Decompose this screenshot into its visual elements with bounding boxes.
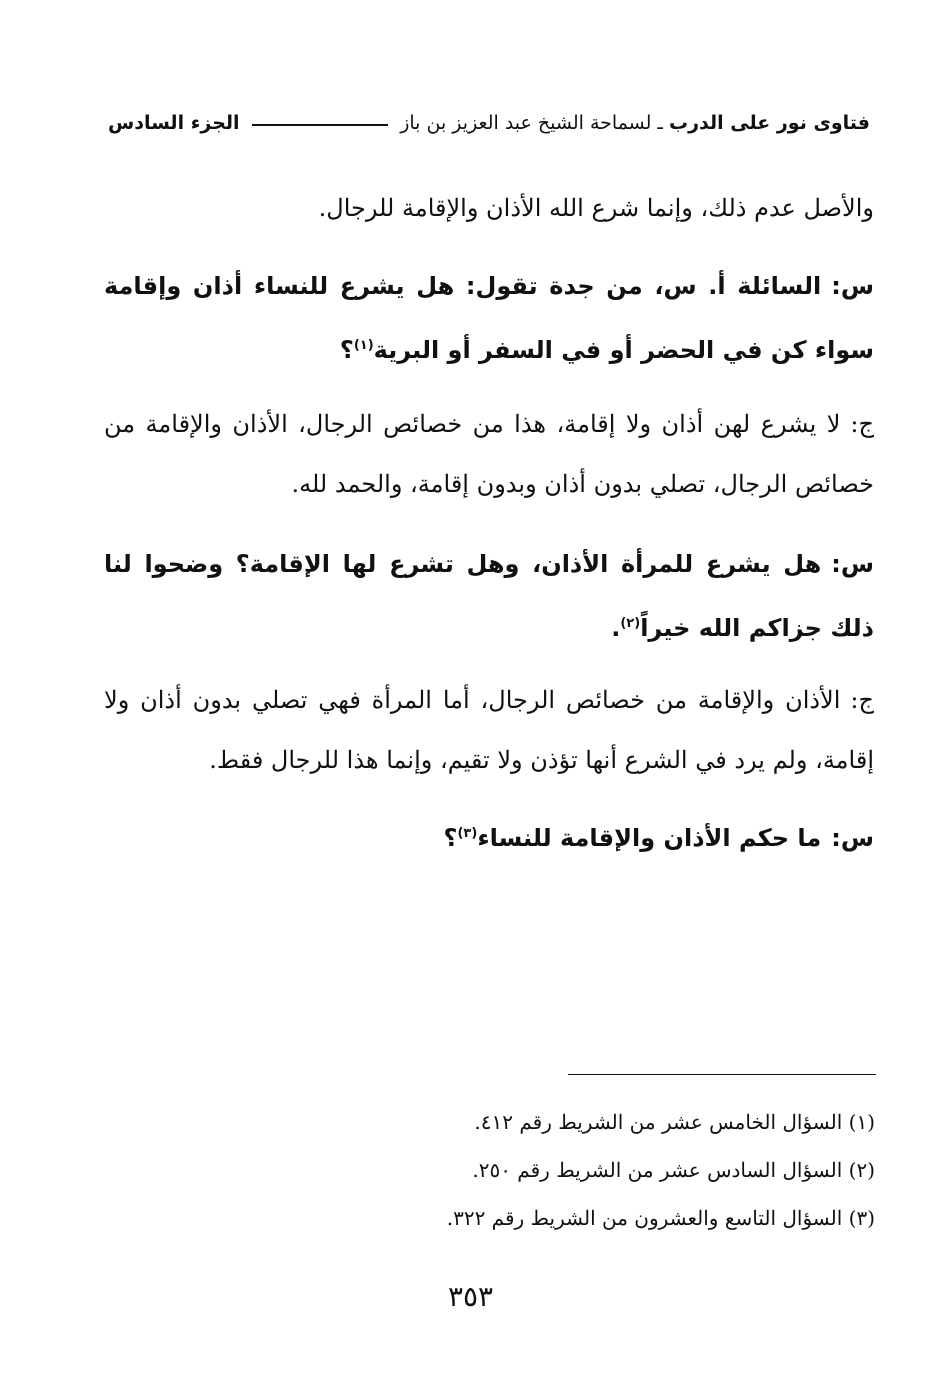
footnote-ref: (٣) (457, 826, 478, 841)
question-end: ؟ (443, 824, 458, 852)
author-name: لسماحة الشيخ عبد العزيز بن باز (400, 112, 652, 134)
answer-2 (104, 670, 874, 790)
footnote-separator (568, 1074, 876, 1075)
footnote-ref: (٢) (620, 616, 641, 631)
question-2 (104, 532, 874, 660)
question-text: السائلة أ. س، من جدة تقول: هل يشرع للنساء أذان وإقامة سواء كن في الحضر أو في السفر أو البرية (104, 272, 874, 364)
question-end: . (611, 614, 621, 642)
answer-label: ج: (850, 686, 874, 714)
footnote-1: (١) السؤال الخامس عشر من الشريط رقم ٤١٢. (474, 1110, 875, 1134)
answer-label: ج: (850, 410, 874, 438)
answer-1 (104, 394, 874, 514)
answer-text: الأذان والإقامة من خصائص الرجال، أما المرأة فهي تصلي بدون أذان ولا إقامة، ولم يرد في الشرع أنها تؤذن ولا تقيم، وإنما هذا للرجال فقط. (104, 686, 874, 774)
question-text: ما حكم الأذان والإقامة للنساء (477, 824, 822, 852)
question-text: هل يشرع للمرأة الأذان، وهل تشرع لها الإقامة؟ وضحوا لنا ذلك جزاكم الله خيراً (104, 550, 874, 642)
footnote-3: (٣) السؤال التاسع والعشرون من الشريط رقم ٣٢٢. (446, 1206, 875, 1230)
question-3 (104, 806, 874, 870)
page-number: ٣٥٣ (447, 1280, 494, 1313)
footnote-2: (٢) السؤال السادس عشر من الشريط رقم ٢٥٠. (472, 1158, 875, 1182)
header-rule (252, 124, 389, 126)
question-1 (104, 254, 874, 382)
running-header (108, 112, 870, 134)
footnotes (175, 1098, 875, 1242)
question-label: س: (831, 272, 874, 300)
question-label: س: (831, 550, 874, 578)
intro-paragraph: والأصل عدم ذلك، وإنما شرع الله الأذان والإقامة للرجال. (318, 194, 874, 222)
footnote-ref: (١) (353, 338, 374, 353)
part-title: الجزء السادس (108, 112, 240, 134)
question-label: س: (831, 824, 874, 852)
answer-text: لا يشرع لهن أذان ولا إقامة، هذا من خصائص الرجال، الأذان والإقامة من خصائص الرجال، تصلي بدون أذان وبدون إقامة، والحمد لله. (104, 410, 874, 498)
book-title: فتاوى نور على الدرب (669, 112, 870, 134)
main-text (104, 178, 874, 870)
question-end: ؟ (339, 336, 354, 364)
header-dash: ـ (657, 112, 663, 134)
